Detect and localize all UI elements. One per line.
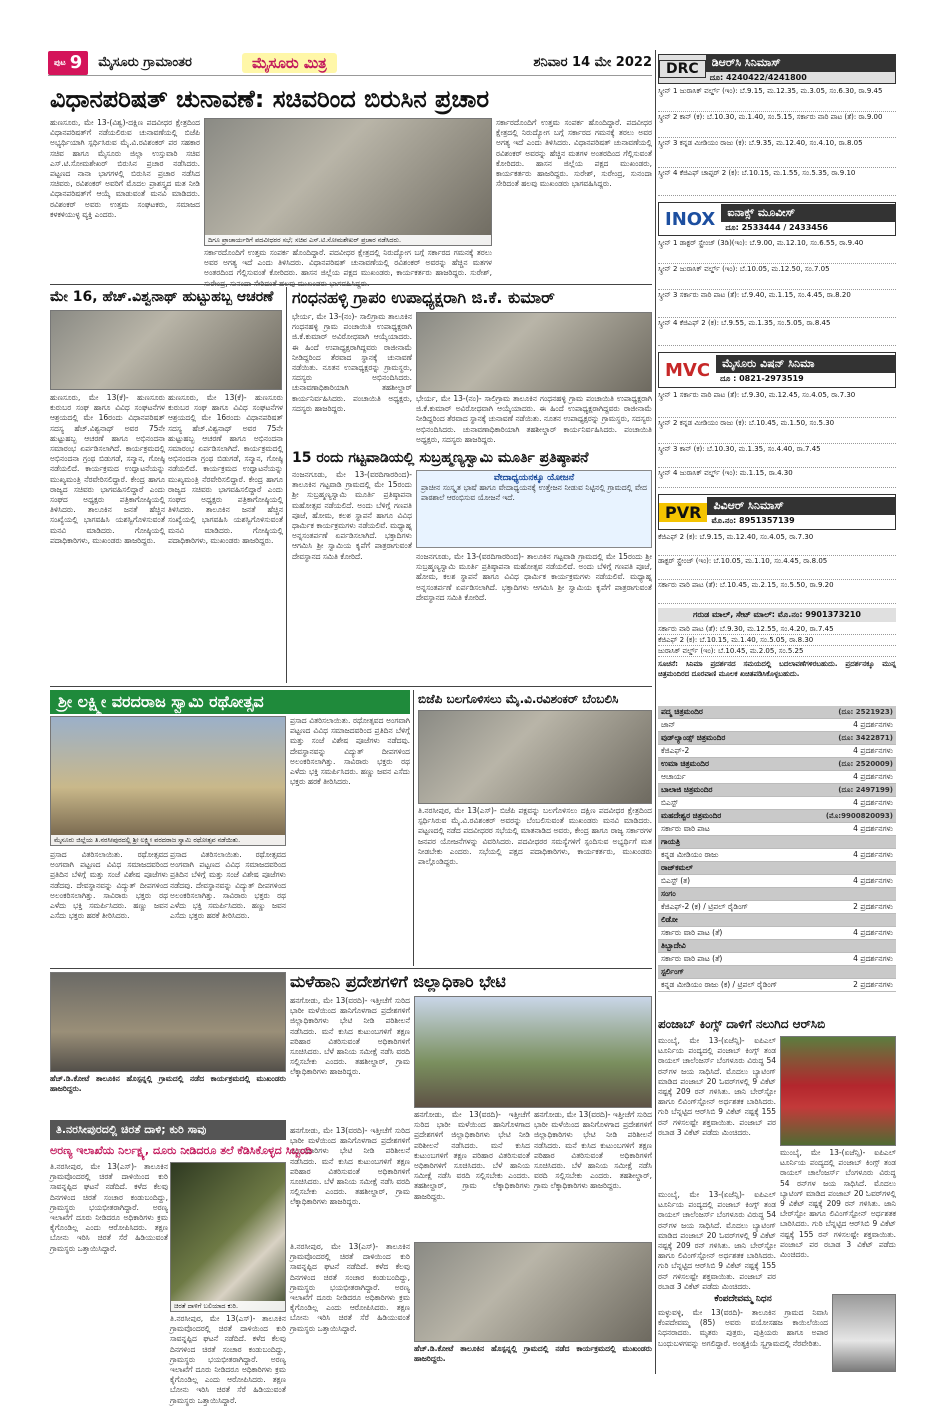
hall-name: ರಾಜ್‌ಕಮಲ್ [661, 863, 693, 872]
hall-movie-row [658, 797, 896, 810]
page-header [48, 50, 652, 76]
punjab-body-col3: ಮುಂಬೈ, ಮೇ 13-(ಏಜೆನ್ಸಿ)- ಐಪಿಎಲ್ ಟೂರ್ನಿಯ ಪಂದ್ಯದಲ್ಲಿ ಪಂಜಾಬ್ ಕಿಂಗ್ಸ್ ತಂಡ ರಾಯಲ್ ಚಾಲೆಂಜರ್ಸ್ ಬೆಂಗಳೂರು ವಿರುದ್ಧ 54 ರನ್‌ಗಳ ಜಯ ಸಾಧಿಸಿದೆ. ಮೊದಲು ಬ್ಯಾಟಿಂಗ್ ಮಾಡಿದ ಪಂಜಾಬ್ 20 ಓವರ್‌ಗಳಲ್ಲಿ 9 ವಿಕೆಟ್ ನಷ್ಟಕ್ಕೆ 209 ರನ್ ಗಳಿಸಿತು. ಜಾನಿ ಬೇರ್‌ಸ್ಟೋ ಹಾಗೂ ಲಿವಿಂಗ್‌ಸ್ಟೋನ್ ಅರ್ಧಶತಕ ಬಾರಿಸಿದರು. ಗುರಿ ಬೆನ್ನಟ್ಟಿದ ಆರ್‌ಸಿಬಿ 9 ವಿಕೆಟ್ ನಷ್ಟಕ್ಕೆ 155 ರನ್ ಗಳಿಸಲಷ್ಟೇ ಶಕ್ತವಾಯಿತು. ಪಂಜಾಬ್ ಪರ ರಬಾಡ 3 ವಿಕೆಟ್ ಪಡೆದು ಮಿಂಚಿದರು. [658, 1190, 776, 1291]
cheetah-headline: ತಿ.ನರಸೀಪುರದಲ್ಲಿ ಚಿರತೆ ದಾಳಿ; ಕುರಿ ಸಾವು [50, 1120, 286, 1140]
hall-name-row [658, 706, 896, 719]
showtime-row: ಸ್ಕ್ರೀನ್ 1 ಸರ್ಕಾರು ವಾರಿ ಪಾಟ (ತೆ): ಬೆ.9.30, ಮ.12.45, ಸಂ.4.05, ರಾ.7.30 [658, 390, 896, 418]
malehani-headline: ಮಳೆಹಾನಿ ಪ್ರದೇಶಗಳಿಗೆ ಜಿಲ್ಲಾಧಿಕಾರಿ ಭೇಟಿ [290, 972, 506, 991]
hall-name: ತಿಬ್ಬಾದೇವಿ [661, 941, 686, 950]
hall-movie: ಕನ್ನಡ ಮೀಡಿಯಂ ರಾಜು [661, 850, 719, 859]
hall-name: ಸಂಗಂ [661, 889, 676, 898]
main-story-photo [204, 118, 492, 246]
sheep-carcass-photo [170, 1162, 286, 1312]
hall-movie: ಸರ್ಕಾರು ವಾರಿ ಪಾಟ [661, 824, 710, 833]
hall-name-row [658, 966, 896, 979]
showtime-row: ಸ್ಕ್ರೀನ್ 1 ಜುರಾಸಿಕ್ ವರ್ಲ್ಡ್ (ಇಂ): ಬೆ.9.15, ಮ.12.35, ಮ.3.05, ಸಂ.6.30, ರಾ.9.45 [658, 86, 896, 112]
hall-phone: (ಮೊ:9900820093) [825, 812, 893, 820]
drc-cinema-header [658, 54, 896, 84]
masthead: ಮೈಸೂರು ಮಿತ್ರ [242, 53, 337, 73]
hall-phone: (ದೂ: 2497199) [838, 786, 893, 794]
mvc-phone: ದೂ : 0821-2973519 [720, 374, 804, 383]
hall-show-count: 4 ಪ್ರದರ್ಶನಗಳು [853, 928, 893, 937]
obituary-body: ಮಳ್ಳುವಳ್ಳಿ, ಮೇ 13(ವರದಿ)- ತಾಲೂಕಿನ ಗ್ರಾಮದ ನಿವಾಸಿ ಕೆಂಪದೇವಮ್ಮ (85) ಅವರು ವಯೋಸಹಜ ಕಾಯಿಲೆಯಿಂದ ನಿಧನರಾದರು. ಮೃತರು ಪುತ್ರರು, ಪುತ್ರಿಯರು ಹಾಗೂ ಅಪಾರ ಬಂಧುಬಳಗವನ್ನು ಅಗಲಿದ್ದಾರೆ. ಅಂತ್ಯಕ್ರಿಯೆ ಸ್ವಗ್ರಾಮದಲ್ಲಿ ನೆರವೇರಿತು. [658, 1308, 828, 1348]
subrahmanya-body-cont: ನಂಜನಗೂಡು, ಮೇ 13-(ವರದಿಗಾರರಿಂದ)- ತಾಲೂಕಿನ ಗಟ್ಟವಾಡಿ ಗ್ರಾಮದಲ್ಲಿ ಮೇ 15ರಂದು ಶ್ರೀ ಸುಬ್ರಹ್ಮಣ್ಯಸ್ವಾಮಿ ಮೂರ್ತಿ ಪ್ರತಿಷ್ಠಾಪನಾ ಮಹೋತ್ಸವ ನಡೆಯಲಿದೆ. ಅಂದು ಬೆಳಿಗ್ಗೆ ಗಣಪತಿ ಪೂಜೆ, ಹೋಮ, ಕಲಶ ಸ್ಥಾಪನೆ ಹಾಗೂ ವಿವಿಧ ಧಾರ್ಮಿಕ ಕಾರ್ಯಕ್ರಮಗಳು ನಡೆಯಲಿವೆ. ಮಧ್ಯಾಹ್ನ ಅನ್ನಸಂತರ್ಪಣೆ ಏರ್ಪಡಿಸಲಾಗಿದೆ. ಭಕ್ತಾದಿಗಳು ಆಗಮಿಸಿ ಶ್ರೀ ಸ್ವಾಮಿಯ ಕೃಪೆಗೆ ಪಾತ್ರರಾಗುವಂತೆ ದೇವಸ್ಥಾನದ ಸಮಿತಿ ಕೋರಿದೆ. [416, 552, 652, 602]
hall-movie: ಕೆಜಿಎಫ್-2 [661, 746, 690, 755]
hall-name-row [658, 862, 896, 875]
malehani-body-cont2: ಹನಗೋಡು, ಮೇ 13(ವರದಿ)- ಇತ್ತೀಚೆಗೆ ಸುರಿದ ಭಾರೀ ಮಳೆಯಿಂದ ಹಾನಿಗೊಳಗಾದ ಪ್ರದೇಶಗಳಿಗೆ ಜಿಲ್ಲಾಧಿಕಾರಿಗಳು ಭೇಟಿ ನೀಡಿ ಪರಿಶೀಲನೆ ನಡೆಸಿದರು. ಮನೆ ಕುಸಿದ ಕುಟುಂಬಗಳಿಗೆ ತಕ್ಷಣ ಪರಿಹಾರ ವಿತರಿಸುವಂತೆ ಅಧಿಕಾರಿಗಳಿಗೆ ಸೂಚಿಸಿದರು. ಬೆಳೆ ಹಾನಿಯ ಸಮೀಕ್ಷೆ ನಡೆಸಿ ವರದಿ ಸಲ್ಲಿಸಬೇಕು ಎಂದರು. ತಹಶೀಲ್ದಾರ್, ಗ್ರಾಮ ಲೆಕ್ಕಾಧಿಕಾರಿಗಳು ಹಾಜರಿದ್ದರು. [534, 1110, 652, 1191]
drc-showtimes [658, 86, 896, 198]
column-rule [286, 287, 287, 683]
showtime-row: ಸರ್ಕಾರು ವಾರಿ ಪಾಟ (ತೆ): ಬೆ.9.30, ಮ.12.55, ಸಂ.4.20, ರಾ.7.45 [658, 624, 896, 635]
cricket-team-photo [780, 1036, 896, 1146]
hall-movie-row [658, 927, 896, 940]
cheetah-body: ತಿ.ನರಸೀಪುರ, ಮೇ 13(ಎಸ್)- ತಾಲೂಕಿನ ಗ್ರಾಮವೊಂದರಲ್ಲಿ ಚಿರತೆ ದಾಳಿಯಿಂದ ಕುರಿ ಸಾವನ್ನಪ್ಪಿದ ಘಟನೆ ನಡೆದಿದೆ. ಕಳೆದ ಕೆಲವು ದಿನಗಳಿಂದ ಚಿರತೆ ಸಂಚಾರ ಕಂಡುಬಂದಿದ್ದು, ಗ್ರಾಮಸ್ಥರು ಭಯಭೀತರಾಗಿದ್ದಾರೆ. ಅರಣ್ಯ ಇಲಾಖೆಗೆ ದೂರು ನೀಡಿದರೂ ಅಧಿಕಾರಿಗಳು ಕ್ರಮ ಕೈಗೊಂಡಿಲ್ಲ ಎಂದು ಆರೋಪಿಸಿದರು. ತಕ್ಷಣ ಬೋನು ಇರಿಸಿ ಚಿರತೆ ಸೆರೆ ಹಿಡಿಯುವಂತೆ ಗ್ರಾಮಸ್ಥರು ಒತ್ತಾಯಿಸಿದ್ದಾರೆ. [50, 1162, 168, 1253]
drc-phone: ದೂ: 4240422/4241800 [709, 73, 807, 82]
cinema-halls-list [658, 706, 896, 1010]
cheetah-body-cont: ತಿ.ನರಸೀಪುರ, ಮೇ 13(ಎಸ್)- ತಾಲೂಕಿನ ಗ್ರಾಮವೊಂದರಲ್ಲಿ ಚಿರತೆ ದಾಳಿಯಿಂದ ಕುರಿ ಸಾವನ್ನಪ್ಪಿದ ಘಟನೆ ನಡೆದಿದೆ. ಕಳೆದ ಕೆಲವು ದಿನಗಳಿಂದ ಚಿರತೆ ಸಂಚಾರ ಕಂಡುಬಂದಿದ್ದು, ಗ್ರಾಮಸ್ಥರು ಭಯಭೀತರಾಗಿದ್ದಾರೆ. ಅರಣ್ಯ ಇಲಾಖೆಗೆ ದೂರು ನೀಡಿದರೂ ಅಧಿಕಾರಿಗಳು ಕ್ರಮ ಕೈಗೊಂಡಿಲ್ಲ ಎಂದು ಆರೋಪಿಸಿದರು. ತಕ್ಷಣ ಬೋನು ಇರಿಸಿ ಚಿರತೆ ಸೆರೆ ಹಿಡಿಯುವಂತೆ ಗ್ರಾಮಸ್ಥರು ಒತ್ತಾಯಿಸಿದ್ದಾರೆ. [170, 1314, 286, 1405]
hall-movie: ಬಿಎಸ್ಟ್ (ತ) [661, 876, 691, 885]
hall-show-count: 2 ಪ್ರದರ್ಶನಗಳು [853, 980, 893, 989]
right-column-rule [655, 50, 656, 1374]
cheetah-photo-caption: ಚಿರತೆ ದಾಳಿಗೆ ಬಲಿಯಾದ ಕುರಿ. [171, 1301, 285, 1311]
gandhanahalli-photo [416, 312, 652, 392]
showtime-row: ಜುರಾಸಿಕ್ ವರ್ಲ್ಡ್ (ಇಂ): ಬೆ.10.45, ಮ.2.05, ಸಂ.5.25 [658, 646, 896, 657]
hall-show-count: 4 ಪ್ರದರ್ಶನಗಳು [853, 798, 893, 807]
inox-logo: INOX [665, 208, 716, 230]
lakshmi-body-col2: ಪ್ರಸಾದ ವಿತರಿಸಲಾಯಿತು. ರಥೋತ್ಸವದ ಅಂಗವಾಗಿ ಪಟ್ಟಣದ ವಿವಿಧ ಸಮಾಜದವರಿಂದ ಪ್ರತಿದಿನ ಬೆಳಿಗ್ಗೆ ಮತ್ತು ಸಂಜೆ ವಿಶೇಷ ಪೂಜೆಗಳು ನಡೆದವು. ದೇವಸ್ಥಾನವನ್ನು ವಿದ್ಯುತ್ ದೀಪಗಳಿಂದ ಅಲಂಕರಿಸಲಾಗಿತ್ತು. ಸಾವಿರಾರು ಭಕ್ತರು ರಥ ಎಳೆದು ಭಕ್ತಿ ಸಮರ್ಪಿಸಿದರು. ಹಣ್ಣು ಜವನ ಎಸೆದು ಭಕ್ತರು ಹರಕೆ ತೀರಿಸಿದರು. [170, 850, 286, 921]
hall-name-row [658, 758, 896, 771]
obituary-headline: ಕೆಂಪದೇವಮ್ಮ ನಿಧನ [714, 1294, 772, 1304]
hall-show-count: 4 ಪ್ರದರ್ಶನಗಳು [853, 772, 893, 781]
mvc-title: ಮೈಸೂರು ವಿಷನ್ ಸಿನಿಮಾ [716, 355, 895, 373]
hall-movie-row [658, 875, 896, 888]
showtime-row: ಕೆಜಿಎಫ್ 2 (ಕ): ಬೆ.10.15, ಮ.1.40, ಸಂ.5.05, ರಾ.8.30 [658, 635, 896, 646]
hall-movie: ಕನ್ನಡ ಮೀಡಿಯಂ ರಾಜು (ಕ) / ಟ್ರಿಪಲ್ ರೈಡಿಂಗ್ [661, 980, 778, 989]
mvc-cinema-header [658, 352, 896, 388]
cinema-notice: ಸೂಚನೆ: ಸಿನಿಮಾ ಪ್ರದರ್ಶನದ ಸಮಯದಲ್ಲಿ ಬದಲಾವಣೆಗಳಿರಬಹುದು. ಪ್ರದರ್ಶನಕ್ಕೂ ಮುನ್ನ ಚಿತ್ರಮಂದಿರದ ದೂರವಾಣಿ ಮೂಲಕ ಖಚಿತಪಡಿಸಿಕೊಳ್ಳಬಹುದು. [658, 660, 896, 678]
lakshmi-body: ಪ್ರಸಾದ ವಿತರಿಸಲಾಯಿತು. ರಥೋತ್ಸವದ ಅಂಗವಾಗಿ ಪಟ್ಟಣದ ವಿವಿಧ ಸಮಾಜದವರಿಂದ ಪ್ರತಿದಿನ ಬೆಳಿಗ್ಗೆ ಮತ್ತು ಸಂಜೆ ವಿಶೇಷ ಪೂಜೆಗಳು ನಡೆದವು. ದೇವಸ್ಥಾನವನ್ನು ವಿದ್ಯುತ್ ದೀಪಗಳಿಂದ ಅಲಂಕರಿಸಲಾಗಿತ್ತು. ಸಾವಿರಾರು ಭಕ್ತರು ರಥ ಎಳೆದು ಭಕ್ತಿ ಸಮರ್ಪಿಸಿದರು. ಹಣ್ಣು ಜವನ ಎಸೆದು ಭಕ್ತರು ಹರಕೆ ತೀರಿಸಿದರು. [290, 716, 410, 787]
hall-movie-row [658, 979, 896, 992]
malehani-group-photo [50, 972, 286, 1072]
main-photo-caption: ದಿಗೂ ಪ್ರಾಚಾರ್ಯರಿಗೆ ಪದವೀಧರರ ಸಭೆ; ಸಚಿವ ಎಸ್.ಟಿ.ಸೋಮಶೇಖರ್ ಪ್ರಚಾರ ನಡೆಸಿದರು. [205, 235, 491, 245]
lakshmi-headline: ಶ್ರೀ ಲಕ್ಷ್ಮೀ ವರದರಾಜ ಸ್ವಾಮಿ ರಥೋತ್ಸವ [50, 690, 410, 714]
inox-title: ಐನಾಕ್ಸ್ ಮೂವೀಸ್ [721, 204, 895, 222]
showtime-row: ಸ್ಕ್ರೀನ್ 4 ಜುರಾಸಿಕ್ ವರ್ಲ್ಡ್ (ಇಂ): ಮ.1.15, ರಾ.4.30 [658, 468, 896, 488]
column-rule [413, 690, 414, 966]
showtime-row: ಸ್ಕ್ರೀನ್ 4 ಕೆಜಿಎಫ್ 2 (ಕ): ಬೆ.9.55, ಮ.1.35, ಸಂ.5.05, ರಾ.8.45 [658, 318, 896, 346]
bjp-photo [418, 710, 652, 804]
showtime-row: ಸ್ಕ್ರೀನ್ 4 ಕೆಜಿಎಫ್ ಚಾಪ್ಟರ್ 2 (ಕ): ಬೆ.10.15, ಮ.1.55, ಸಂ.5.35, ರಾ.9.10 [658, 168, 896, 196]
showtime-row: ಸ್ಕ್ರೀನ್ 2 ಕಾನ್ (ಕ): ಬೆ.10.30, ಮ.1.40, ಸಂ.5.15, ಸರ್ಕಾರು ವಾರಿ ಪಾಟ (ತೆ): ರಾ.9.00 [658, 112, 896, 138]
vishwanath-body-col2: ಹುಣಸೂರು, ಮೇ 13(ಕೆ)- ಹುಣಸೂರು ಕುರುಬರ ಸಂಘ ಹಾಗೂ ವಿವಿಧ ಸಂಘಟನೆಗಳ ಆಶ್ರಯದಲ್ಲಿ ಮೇ 16ರಂದು ವಿಧಾನಪರಿಷತ್ ಸದಸ್ಯ ಹೆಚ್.ವಿಶ್ವನಾಥ್ ಅವರ 75ನೇ ಹುಟ್ಟುಹಬ್ಬ ಆಚರಣೆ ಹಾಗೂ ಅಭಿನಂದನಾ ಸಮಾರಂಭ ಏರ್ಪಡಿಸಲಾಗಿದೆ. ಕಾರ್ಯಕ್ರಮದಲ್ಲಿ ಅಭಿನಂದನಾ ಗ್ರಂಥ ಬಿಡುಗಡೆ, ಸನ್ಮಾನ, ಗೋಷ್ಠಿ ನಡೆಯಲಿದೆ. ಕಾರ್ಯಕ್ರಮದ ಉದ್ಘಾಟನೆಯನ್ನು ಮುಖ್ಯಮಂತ್ರಿ ನೆರವೇರಿಸಲಿದ್ದಾರೆ. ಕೇಂದ್ರ ಹಾಗೂ ರಾಜ್ಯದ ಸಚಿವರು ಭಾಗವಹಿಸಲಿದ್ದಾರೆ ಎಂದು ಸಂಘದ ಅಧ್ಯಕ್ಷರು ಪತ್ರಿಕಾಗೋಷ್ಠಿಯಲ್ಲಿ ತಿಳಿಸಿದರು. ತಾಲೂಕಿನ ಜನತೆ ಹೆಚ್ಚಿನ ಸಂಖ್ಯೆಯಲ್ಲಿ ಭಾಗವಹಿಸಿ ಯಶಸ್ವಿಗೊಳಿಸುವಂತೆ ಮನವಿ ಮಾಡಿದರು. ಗೋಷ್ಠಿಯಲ್ಲಿ ಪದಾಧಿಕಾರಿಗಳು, ಮುಖಂಡರು ಹಾಜರಿದ್ದರು. [168, 393, 283, 545]
main-headline: ವಿಧಾನಪರಿಷತ್ ಚುನಾವಣೆ: ಸಚಿವರಿಂದ ಬಿರುಸಿನ ಪ್ರಚಾರ [50, 85, 490, 113]
hall-movie-row [658, 953, 896, 966]
divider [50, 968, 652, 969]
hall-name-row [658, 732, 896, 745]
hall-name-row [658, 784, 896, 797]
hall-name: ಪದ್ಮ ಚಿತ್ರಮಂದಿರ [661, 707, 703, 716]
cheetah-body-col3: ತಿ.ನರಸೀಪುರ, ಮೇ 13(ಎಸ್)- ತಾಲೂಕಿನ ಗ್ರಾಮವೊಂದರಲ್ಲಿ ಚಿರತೆ ದಾಳಿಯಿಂದ ಕುರಿ ಸಾವನ್ನಪ್ಪಿದ ಘಟನೆ ನಡೆದಿದೆ. ಕಳೆದ ಕೆಲವು ದಿನಗಳಿಂದ ಚಿರತೆ ಸಂಚಾರ ಕಂಡುಬಂದಿದ್ದು, ಗ್ರಾಮಸ್ಥರು ಭಯಭೀತರಾಗಿದ್ದಾರೆ. ಅರಣ್ಯ ಇಲಾಖೆಗೆ ದೂರು ನೀಡಿದರೂ ಅಧಿಕಾರಿಗಳು ಕ್ರಮ ಕೈಗೊಂಡಿಲ್ಲ ಎಂದು ಆರೋಪಿಸಿದರು. ತಕ್ಷಣ ಬೋನು ಇರಿಸಿ ಚಿರತೆ ಸೆರೆ ಹಿಡಿಯುವಂತೆ ಗ್ರಾಮಸ್ಥರು ಒತ್ತಾಯಿಸಿದ್ದಾರೆ. [290, 1242, 410, 1333]
hall-name: ವುಡ್‌ಲ್ಯಾಂಡ್ಸ್ ಚಿತ್ರಮಂದಿರ [661, 733, 726, 742]
hall-name: ಮಹದೇಶ್ವರ ಚಿತ್ರಮಂದಿರ [661, 811, 722, 820]
drc-title: ಡಿಆರ್‌ಸಿ ಸಿನಿಮಾಸ್ [706, 54, 895, 72]
hall-phone: (ದೂ: 3422871) [838, 734, 893, 742]
issue-date: ಶನಿವಾರ 14 ಮೇ 2022 [533, 55, 652, 70]
hall-movie-row [658, 719, 896, 732]
bjp-body: ತಿ.ನರಸೀಪುರ, ಮೇ 13(ಎಸ್)- ಬಿಜೆಪಿ ಪಕ್ಷವನ್ನು ಬಲಗೊಳಿಸಲು ದಕ್ಷಿಣ ಪದವೀಧರ ಕ್ಷೇತ್ರದಿಂದ ಸ್ಪರ್ಧಿಸಿರುವ ಮೈ.ವಿ.ರವಿಶಂಕರ್ ಅವರನ್ನು ಬೆಂಬಲಿಸುವಂತೆ ಮುಖಂಡರು ಮನವಿ ಮಾಡಿದರು. ಪಟ್ಟಣದಲ್ಲಿ ನಡೆದ ಪದವೀಧರರ ಸಭೆಯಲ್ಲಿ ಮಾತನಾಡಿದ ಅವರು, ಕೇಂದ್ರ ಹಾಗೂ ರಾಜ್ಯ ಸರ್ಕಾರಗಳ ಜನಪರ ಯೋಜನೆಗಳನ್ನು ವಿವರಿಸಿದರು. ಪದವೀಧರರ ಸಮಸ್ಯೆಗಳಿಗೆ ಸ್ಪಂದಿಸುವ ಅಭ್ಯರ್ಥಿಗೆ ಮತ ನೀಡಬೇಕು ಎಂದರು. ಸಭೆಯಲ್ಲಿ ಪಕ್ಷದ ಪದಾಧಿಕಾರಿಗಳು, ಕಾರ್ಯಕರ್ತರು, ಮುಖಂಡರು ಪಾಲ್ಗೊಂಡಿದ್ದರು. [418, 806, 652, 867]
subrahmanya-body: ನಂಜನಗೂಡು, ಮೇ 13-(ವರದಿಗಾರರಿಂದ)- ತಾಲೂಕಿನ ಗಟ್ಟವಾಡಿ ಗ್ರಾಮದಲ್ಲಿ ಮೇ 15ರಂದು ಶ್ರೀ ಸುಬ್ರಹ್ಮಣ್ಯಸ್ವಾಮಿ ಮೂರ್ತಿ ಪ್ರತಿಷ್ಠಾಪನಾ ಮಹೋತ್ಸವ ನಡೆಯಲಿದೆ. ಅಂದು ಬೆಳಿಗ್ಗೆ ಗಣಪತಿ ಪೂಜೆ, ಹೋಮ, ಕಲಶ ಸ್ಥಾಪನೆ ಹಾಗೂ ವಿವಿಧ ಧಾರ್ಮಿಕ ಕಾರ್ಯಕ್ರಮಗಳು ನಡೆಯಲಿವೆ. ಮಧ್ಯಾಹ್ನ ಅನ್ನಸಂತರ್ಪಣೆ ಏರ್ಪಡಿಸಲಾಗಿದೆ. ಭಕ್ತಾದಿಗಳು ಆಗಮಿಸಿ ಶ್ರೀ ಸ್ವಾಮಿಯ ಕೃಪೆಗೆ ಪಾತ್ರರಾಗುವಂತೆ ದೇವಸ್ಥಾನದ ಸಮಿತಿ ಕೋರಿದೆ. [292, 470, 412, 561]
vishwanath-photo [50, 310, 282, 390]
hall-movie: ಸರ್ಕಾರು ವಾರಿ ಪಾಟ (ತೆ) [661, 954, 723, 963]
malehani-body-col2: ಹನಗೋಡು, ಮೇ 13(ವರದಿ)- ಇತ್ತೀಚೆಗೆ ಸುರಿದ ಭಾರೀ ಮಳೆಯಿಂದ ಹಾನಿಗೊಳಗಾದ ಪ್ರದೇಶಗಳಿಗೆ ಜಿಲ್ಲಾಧಿಕಾರಿಗಳು ಭೇಟಿ ನೀಡಿ ಪರಿಶೀಲನೆ ನಡೆಸಿದರು. ಮನೆ ಕುಸಿದ ಕುಟುಂಬಗಳಿಗೆ ತಕ್ಷಣ ಪರಿಹಾರ ವಿತರಿಸುವಂತೆ ಅಧಿಕಾರಿಗಳಿಗೆ ಸೂಚಿಸಿದರು. ಬೆಳೆ ಹಾನಿಯ ಸಮೀಕ್ಷೆ ನಡೆಸಿ ವರದಿ ಸಲ್ಲಿಸಬೇಕು ಎಂದರು. ತಹಶೀಲ್ದಾರ್, ಗ್ರಾಮ ಲೆಕ್ಕಾಧಿಕಾರಿಗಳು ಹಾಜರಿದ್ದರು. [290, 1126, 410, 1207]
hall-show-count: 4 ಪ್ರದರ್ಶನಗಳು [853, 824, 893, 833]
hall-show-count: 4 ಪ್ರದರ್ಶನಗಳು [853, 954, 893, 963]
hall-show-count: 2 ಪ್ರದರ್ಶನಗಳು [853, 902, 893, 911]
showtime-row: ಸ್ಕ್ರೀನ್ 1 ಡಾಕ್ಟರ್ ಸ್ಟ್ರೇಂಜ್ (3ಡಿ)(ಇಂ): ಬೆ.9.00, ಮ.12.10, ಸಂ.6.55, ರಾ.9.40 [658, 238, 896, 264]
inox-showtimes [658, 238, 896, 348]
pvr-showtimes [658, 532, 896, 606]
hall-name: ಸ್ಟರ್ಲಿಂಗ್ [661, 967, 684, 976]
hall-name: ಉಮಾ ಚಿತ್ರಮಂದಿರ [661, 759, 709, 768]
hall-movie: ಬಿಎಸ್ಟ್ [661, 798, 678, 807]
lakshmi-photo-caption: ಮೈಸೂರು ಜಿಲ್ಲೆಯ ತಿ.ನರಸೀಪುರದಲ್ಲಿ ಶ್ರೀ ಲಕ್ಷ್ಮೀ ವರದರಾಜ ಸ್ವಾಮಿ ರಥೋತ್ಸವ ನಡೆಯಿತು. [51, 835, 285, 845]
cheetah-subhead: ಅರಣ್ಯ ಇಲಾಖೆಯ ನಿರ್ಲಕ್ಷ್ಯ, ದೂರು ನೀಡಿದರೂ ತಲೆ ಕೆಡಿಸಿಕೊಳ್ಳದ ಸಿಬ್ಬಂದಿ [50, 1144, 313, 1157]
page-number: 9 [69, 52, 83, 73]
inox-phone: ದೂ: 2533444 / 2433456 [725, 223, 828, 232]
hall-name-row [658, 836, 896, 849]
divider [50, 284, 652, 285]
malehani-body: ಹನಗೋಡು, ಮೇ 13(ವರದಿ)- ಇತ್ತೀಚೆಗೆ ಸುರಿದ ಭಾರೀ ಮಳೆಯಿಂದ ಹಾನಿಗೊಳಗಾದ ಪ್ರದೇಶಗಳಿಗೆ ಜಿಲ್ಲಾಧಿಕಾರಿಗಳು ಭೇಟಿ ನೀಡಿ ಪರಿಶೀಲನೆ ನಡೆಸಿದರು. ಮನೆ ಕುಸಿದ ಕುಟುಂಬಗಳಿಗೆ ತಕ್ಷಣ ಪರಿಹಾರ ವಿತರಿಸುವಂತೆ ಅಧಿಕಾರಿಗಳಿಗೆ ಸೂಚಿಸಿದರು. ಬೆಳೆ ಹಾನಿಯ ಸಮೀಕ್ಷೆ ನಡೆಸಿ ವರದಿ ಸಲ್ಲಿಸಬೇಕು ಎಂದರು. ತಹಶೀಲ್ದಾರ್, ಗ್ರಾಮ ಲೆಕ್ಕಾಧಿಕಾರಿಗಳು ಹಾಜರಿದ್ದರು. [290, 996, 410, 1077]
showtime-row: ಸ್ಕ್ರೀನ್ 3 ಕನ್ನಡ ಮೀಡಿಯಂ ರಾಜು (ಕ): ಬೆ.9.35, ಮ.12.40, ಸಂ.4.10, ರಾ.8.05 [658, 138, 896, 168]
hall-name: ಗಾಯತ್ರಿ [661, 837, 681, 846]
pvr-title: ಪಿವಿಆರ್ ಸಿನಿಮಾಸ್ [707, 497, 895, 515]
pvr-cinema-header [658, 494, 896, 530]
hall-show-count: 4 ಪ್ರದರ್ಶನಗಳು [853, 850, 893, 859]
showtime-row: ಡಾಕ್ಟರ್ ಸ್ಟ್ರೇಂಜ್ (ಇಂ): ಬೆ.10.05, ಮ.1.10, ಸಂ.4.45, ರಾ.8.05 [658, 556, 896, 580]
mvc-logo: MVC [665, 359, 711, 381]
mvc-showtimes [658, 390, 896, 490]
hall-name-row [658, 940, 896, 953]
hall-movie-row [658, 823, 896, 836]
hall-movie-row [658, 745, 896, 758]
gandhanahalli-body: ಭೇರ್ಯ, ಮೇ 13-(ನಂ)- ಸಾಲಿಗ್ರಾಮ ತಾಲೂಕಿನ ಗಂಧನಹಳ್ಳಿ ಗ್ರಾಮ ಪಂಚಾಯಿತಿ ಉಪಾಧ್ಯಕ್ಷರಾಗಿ ಜಿ.ಕೆ.ಕುಮಾರ್ ಅವಿರೋಧವಾಗಿ ಆಯ್ಕೆಯಾದರು. ಈ ಹಿಂದೆ ಉಪಾಧ್ಯಕ್ಷರಾಗಿದ್ದವರು ರಾಜೀನಾಮೆ ನೀಡಿದ್ದರಿಂದ ತೆರವಾದ ಸ್ಥಾನಕ್ಕೆ ಚುನಾವಣೆ ನಡೆಯಿತು. ನೂತನ ಉಪಾಧ್ಯಕ್ಷರನ್ನು ಗ್ರಾಮಸ್ಥರು, ಸದಸ್ಯರು ಅಭಿನಂದಿಸಿದರು. ಚುನಾವಣಾಧಿಕಾರಿಯಾಗಿ ತಹಶೀಲ್ದಾರ್ ಕಾರ್ಯನಿರ್ವಹಿಸಿದರು. ಪಂಚಾಯಿತಿ ಅಧ್ಯಕ್ಷರು, ಸದಸ್ಯರು ಹಾಜರಿದ್ದರು. [292, 312, 412, 413]
hall-movie: ಜಾನ್ [661, 720, 676, 729]
hdkote-event-photo [414, 1242, 652, 1342]
lakshmi-chariot-photo [50, 716, 286, 846]
vedic-box-title: ವೇದಾಧ್ಯಯನಕ್ಕೂ ಯೋಜನೆ [493, 473, 575, 483]
hall-phone: (ದೂ: 2520009) [838, 760, 893, 768]
vedic-info-box [416, 470, 652, 548]
main-story-body-right: ಸರ್ಕಾರದೊಂದಿಗೆ ಉತ್ತಮ ಸಂಪರ್ಕ ಹೊಂದಿದ್ದಾರೆ. ಪದವೀಧರ ಕ್ಷೇತ್ರದಲ್ಲಿ ನಿರುದ್ಯೋಗ ಬಗ್ಗೆ ಸರ್ಕಾರದ ಗಮನಕ್ಕೆ ತರಲು ಅವರ ಅಗತ್ಯ ಇದೆ ಎಂದು ತಿಳಿಸಿದರು. ವಿಧಾನಪರಿಷತ್ ಚುನಾವಣೆಯಲ್ಲಿ ರವಿಶಂಕರ್ ಅವರನ್ನು ಹೆಚ್ಚಿನ ಮತಗಳ ಅಂತರದಿಂದ ಗೆಲ್ಲಿಸುವಂತೆ ಕೋರಿದರು. ಹಾಸನ ಜಿಲ್ಲೆಯ ಪಕ್ಷದ ಮುಖಂಡರು, ಕಾರ್ಯಕರ್ತರು ಹಾಜರಿದ್ದರು. ಸುರೇಶ್, ಸುರೇಂದ್ರ, ಸುನಂದಾ ಸೇರಿದಂತೆ ಹಲವು ಮುಖಂಡರು ಭಾಗವಹಿಸಿದ್ದರು. [496, 118, 652, 189]
divider [50, 686, 652, 687]
hall-show-count: 4 ಪ್ರದರ್ಶನಗಳು [853, 720, 893, 729]
showtime-row: ಸ್ಕ್ರೀನ್ 2 ಜುರಾಸಿಕ್ ವರ್ಲ್ಡ್ (ಇಂ): ಬೆ.10.05, ಮ.12.50, ಸಂ.7.05 [658, 264, 896, 290]
gandhanahalli-body-cont: ಭೇರ್ಯ, ಮೇ 13-(ನಂ)- ಸಾಲಿಗ್ರಾಮ ತಾಲೂಕಿನ ಗಂಧನಹಳ್ಳಿ ಗ್ರಾಮ ಪಂಚಾಯಿತಿ ಉಪಾಧ್ಯಕ್ಷರಾಗಿ ಜಿ.ಕೆ.ಕುಮಾರ್ ಅವಿರೋಧವಾಗಿ ಆಯ್ಕೆಯಾದರು. ಈ ಹಿಂದೆ ಉಪಾಧ್ಯಕ್ಷರಾಗಿದ್ದವರು ರಾಜೀನಾಮೆ ನೀಡಿದ್ದರಿಂದ ತೆರವಾದ ಸ್ಥಾನಕ್ಕೆ ಚುನಾವಣೆ ನಡೆಯಿತು. ನೂತನ ಉಪಾಧ್ಯಕ್ಷರನ್ನು ಗ್ರಾಮಸ್ಥರು, ಸದಸ್ಯರು ಅಭಿನಂದಿಸಿದರು. ಚುನಾವಣಾಧಿಕಾರಿಯಾಗಿ ತಹಶೀಲ್ದಾರ್ ಕಾರ್ಯನಿರ್ವಹಿಸಿದರು. ಪಂಚಾಯಿತಿ ಅಧ್ಯಕ್ಷರು, ಸದಸ್ಯರು ಹಾಜರಿದ್ದರು. [416, 394, 652, 444]
hall-name-row [658, 888, 896, 901]
section-name: ಮೈಸೂರು ಗ್ರಾಮಾಂತರ [98, 55, 192, 70]
vishwanath-headline: ಮೇ 16, ಹೆಚ್.ವಿಶ್ವನಾಥ್ ಹುಟ್ಟುಹಬ್ಬ ಆಚರಣೆ [50, 289, 274, 305]
main-story-body: ಹುಣಸೂರು, ಮೇ 13-(ವಿಶ್ವ)-ದಕ್ಷಿಣ ಪದವೀಧರ ಕ್ಷೇತ್ರದಿಂದ ವಿಧಾನಪರಿಷತ್‌ಗೆ ನಡೆಯಲಿರುವ ಚುನಾವಣೆಯಲ್ಲಿ ಬಿಜೆಪಿ ಅಭ್ಯರ್ಥಿಯಾಗಿ ಸ್ಪರ್ಧಿಸಿರುವ ಮೈ.ವಿ.ರವಿಶಂಕರ್ ಪರ ಸಹಕಾರ ಸಚಿವ ಹಾಗೂ ಮೈಸೂರು ಜಿಲ್ಲಾ ಉಸ್ತುವಾರಿ ಸಚಿವ ಎಸ್.ಟಿ.ಸೋಮಶೇಖರ್ ಬಿರುಸಿನ ಪ್ರಚಾರ ನಡೆಸಿದರು. ಪಟ್ಟಣದ ನಾನಾ ಭಾಗಗಳಲ್ಲಿ ಬಿರುಸಿನ ಪ್ರಚಾರ ನಡೆಸಿದ ಸಚಿವರು, ರವಿಶಂಕರ್ ಅವರಿಗೆ ಮೊದಲ ಪ್ರಾಶಸ್ತ್ಯದ ಮತ ನೀಡಿ ವಿಧಾನಪರಿಷತ್‌ಗೆ ಆಯ್ಕೆ ಮಾಡುವಂತೆ ಮನವಿ ಮಾಡಿದರು. ರವಿಶಂಕರ್ ಅವರು ಉತ್ತಮ ಸಂಘಟಕರು, ಸಮಾಜದ ಕಳಕಳಿಯುಳ್ಳ ವ್ಯಕ್ತಿ ಎಂದರು. [50, 118, 200, 219]
hall-name: ಬಾಲಾಜಿ ಚಿತ್ರಮಂದಿರ [661, 785, 713, 794]
hall-name: ಲಿಡೋ [661, 915, 678, 924]
vedic-box-body: ಪ್ರಾಚೀನ ಸಂಸ್ಕೃತ ಭಾಷೆ ಹಾಗೂ ವೇದಾಧ್ಯಯನಕ್ಕೆ ಉತ್ತೇಜನ ನೀಡುವ ನಿಟ್ಟಿನಲ್ಲಿ ಗ್ರಾಮದಲ್ಲಿ ವೇದ ಪಾಠಶಾಲೆ ಆರಂಭಿಸುವ ಯೋಜನೆ ಇದೆ. [421, 483, 647, 503]
hall-show-count: 4 ಪ್ರದರ್ಶನಗಳು [853, 746, 893, 755]
hall-phone: (ದೂ: 2521923) [838, 708, 893, 716]
hall-name-row [658, 810, 896, 823]
showtime-row: ಸ್ಕ್ರೀನ್ 2 ಕನ್ನಡ ಮೀಡಿಯಂ ರಾಜು (ಕ): ಬೆ.10.45, ಮ.1.50, ಸಂ.5.30 [658, 418, 896, 444]
lakshmi-body-col1: ಪ್ರಸಾದ ವಿತರಿಸಲಾಯಿತು. ರಥೋತ್ಸವದ ಅಂಗವಾಗಿ ಪಟ್ಟಣದ ವಿವಿಧ ಸಮಾಜದವರಿಂದ ಪ್ರತಿದಿನ ಬೆಳಿಗ್ಗೆ ಮತ್ತು ಸಂಜೆ ವಿಶೇಷ ಪೂಜೆಗಳು ನಡೆದವು. ದೇವಸ್ಥಾನವನ್ನು ವಿದ್ಯುತ್ ದೀಪಗಳಿಂದ ಅಲಂಕರಿಸಲಾಗಿತ್ತು. ಸಾವಿರಾರು ಭಕ್ತರು ರಥ ಎಳೆದು ಭಕ್ತಿ ಸಮರ್ಪಿಸಿದರು. ಹಣ್ಣು ಜವನ ಎಸೆದು ಭಕ್ತರು ಹರಕೆ ತೀರಿಸಿದರು. [50, 850, 168, 921]
gandhanahalli-headline: ಗಂಧನಹಳ್ಳಿ ಗ್ರಾಪಂ ಉಪಾಧ್ಯಕ್ಷರಾಗಿ ಜಿ.ಕೆ. ಕುಮಾರ್ [292, 288, 555, 307]
hdkote-photo-caption: ಹೆಚ್.ಡಿ.ಕೋಟೆ ತಾಲೂಕಿನ ಹೊಸ್ಪನ್ನಲ್ಲಿ ಗ್ರಾಮದಲ್ಲಿ ನಡೆದ ಕಾರ್ಯಕ್ರಮದಲ್ಲಿ ಮುಖಂಡರು ಹಾಜರಿದ್ದರು. [414, 1344, 652, 1364]
bjp-headline: ಬಿಜೆಪಿ ಬಲಗೊಳಿಸಲು ಮೈ.ವಿ.ರವಿಶಂಕರ್ ಬೆಂಬಲಿಸಿ [418, 692, 619, 706]
inox-cinema-header [658, 202, 896, 236]
punjab-body-cont: ಮುಂಬೈ, ಮೇ 13-(ಏಜೆನ್ಸಿ)- ಐಪಿಎಲ್ ಟೂರ್ನಿಯ ಪಂದ್ಯದಲ್ಲಿ ಪಂಜಾಬ್ ಕಿಂಗ್ಸ್ ತಂಡ ರಾಯಲ್ ಚಾಲೆಂಜರ್ಸ್ ಬೆಂಗಳೂರು ವಿರುದ್ಧ 54 ರನ್‌ಗಳ ಜಯ ಸಾಧಿಸಿದೆ. ಮೊದಲು ಬ್ಯಾಟಿಂಗ್ ಮಾಡಿದ ಪಂಜಾಬ್ 20 ಓವರ್‌ಗಳಲ್ಲಿ 9 ವಿಕೆಟ್ ನಷ್ಟಕ್ಕೆ 209 ರನ್ ಗಳಿಸಿತು. ಜಾನಿ ಬೇರ್‌ಸ್ಟೋ ಹಾಗೂ ಲಿವಿಂಗ್‌ಸ್ಟೋನ್ ಅರ್ಧಶತಕ ಬಾರಿಸಿದರು. ಗುರಿ ಬೆನ್ನಟ್ಟಿದ ಆರ್‌ಸಿಬಿ 9 ವಿಕೆಟ್ ನಷ್ಟಕ್ಕೆ 155 ರನ್ ಗಳಿಸಲಷ್ಟೇ ಶಕ್ತವಾಯಿತು. ಪಂಜಾಬ್ ಪರ ರಬಾಡ 3 ವಿಕೆಟ್ ಪಡೆದು ಮಿಂಚಿದರು. [780, 1148, 896, 1260]
subrahmanya-headline: 15 ರಂದು ಗಟ್ಟವಾಡಿಯಲ್ಲಿ ಸುಬ್ರಹ್ಮಣ್ಯಸ್ವಾಮಿ ಮೂರ್ತಿ ಪ್ರತಿಷ್ಠಾಪನೆ [292, 450, 589, 466]
showtime-row: ಸ್ಕ್ರೀನ್ 3 ಸರ್ಕಾರು ವಾರಿ ಪಾಟ (ತೆ): ಬೆ.9.40, ಮ.1.15, ಸಂ.4.45, ರಾ.8.20 [658, 290, 896, 318]
hall-movie-row [658, 901, 896, 914]
showtime-row: ಸ್ಕ್ರೀನ್ 3 ಕಾನ್ (ಕ): ಬೆ.10.30, ಮ.1.35, ಸಂ.4.40, ರಾ.7.45 [658, 444, 896, 468]
malehani-photo-caption: ಹೆಚ್.ಡಿ.ಕೋಟೆ ತಾಲೂಕಿನ ಹೊಸ್ಪನ್ನಲ್ಲಿ ಗ್ರಾಮದಲ್ಲಿ ನಡೆದ ಕಾರ್ಯಕ್ರಮದಲ್ಲಿ ಮುಖಂಡರು ಹಾಜರಿದ್ದರು. [50, 1074, 286, 1094]
drc-logo: DRC [659, 60, 706, 78]
malehani-body-cont1: ಹನಗೋಡು, ಮೇ 13(ವರದಿ)- ಇತ್ತೀಚೆಗೆ ಸುರಿದ ಭಾರೀ ಮಳೆಯಿಂದ ಹಾನಿಗೊಳಗಾದ ಪ್ರದೇಶಗಳಿಗೆ ಜಿಲ್ಲಾಧಿಕಾರಿಗಳು ಭೇಟಿ ನೀಡಿ ಪರಿಶೀಲನೆ ನಡೆಸಿದರು. ಮನೆ ಕುಸಿದ ಕುಟುಂಬಗಳಿಗೆ ತಕ್ಷಣ ಪರಿಹಾರ ವಿತರಿಸುವಂತೆ ಅಧಿಕಾರಿಗಳಿಗೆ ಸೂಚಿಸಿದರು. ಬೆಳೆ ಹಾನಿಯ ಸಮೀಕ್ಷೆ ನಡೆಸಿ ವರದಿ ಸಲ್ಲಿಸಬೇಕು ಎಂದರು. ತಹಶೀಲ್ದಾರ್, ಗ್ರಾಮ ಲೆಕ್ಕಾಧಿಕಾರಿಗಳು ಹಾಜರಿದ್ದರು. [414, 1110, 530, 1201]
showtime-row: ಕೆಜಿಎಫ್ 2 (ಕ): ಬೆ.9.15, ಮ.12.40, ಸಂ.4.05, ರಾ.7.30 [658, 532, 896, 556]
malehani-site-photo [414, 996, 652, 1108]
page-number-badge [48, 51, 88, 75]
punjab-headline: ಪಂಜಾಬ್ ಕಿಂಗ್ಸ್ ದಾಳಿಗೆ ನಲುಗಿದ ಆರ್‌ಸಿಬಿ [658, 1017, 826, 1031]
pvr-logo: PVR [659, 503, 707, 522]
hall-movie: ಕೆಜಿಎಫ್-2 (ಕ) / ಟ್ರಿಪಲ್ ರೈಡಿಂಗ್ [661, 902, 748, 911]
hall-show-count: 4 ಪ್ರದರ್ಶನಗಳು [853, 876, 893, 885]
hall-movie-row [658, 771, 896, 784]
page-label: ಪುಟ [54, 57, 66, 67]
hall-movie: ಆಚಾರ್ಯ [661, 772, 686, 781]
pvr-mall-showtimes [658, 624, 896, 658]
pvr-mall-header: ಗರುಡ ಮಾಲ್, ಸೇಟ್ ಮಾಲ್: ಮೊ.ನಂ: 9901373210 [658, 608, 896, 622]
main-story-body-cont: ಸರ್ಕಾರದೊಂದಿಗೆ ಉತ್ತಮ ಸಂಪರ್ಕ ಹೊಂದಿದ್ದಾರೆ. ಪದವೀಧರ ಕ್ಷೇತ್ರದಲ್ಲಿ ನಿರುದ್ಯೋಗ ಬಗ್ಗೆ ಸರ್ಕಾರದ ಗಮನಕ್ಕೆ ತರಲು ಅವರ ಅಗತ್ಯ ಇದೆ ಎಂದು ತಿಳಿಸಿದರು. ವಿಧಾನಪರಿಷತ್ ಚುನಾವಣೆಯಲ್ಲಿ ರವಿಶಂಕರ್ ಅವರನ್ನು ಹೆಚ್ಚಿನ ಮತಗಳ ಅಂತರದಿಂದ ಗೆಲ್ಲಿಸುವಂತೆ ಕೋರಿದರು. ಹಾಸನ ಜಿಲ್ಲೆಯ ಪಕ್ಷದ ಮುಖಂಡರು, ಕಾರ್ಯಕರ್ತರು ಹಾಜರಿದ್ದರು. ಸುರೇಶ್, [204, 248, 492, 278]
showtime-row: ಸರ್ಕಾರು ವಾರಿ ಪಾಟ (ತೆ): ಬೆ.10.45, ಮ.2.15, ಸಂ.5.50, ರಾ.9.20 [658, 580, 896, 604]
punjab-body: ಮುಂಬೈ, ಮೇ 13-(ಏಜೆನ್ಸಿ)- ಐಪಿಎಲ್ ಟೂರ್ನಿಯ ಪಂದ್ಯದಲ್ಲಿ ಪಂಜಾಬ್ ಕಿಂಗ್ಸ್ ತಂಡ ರಾಯಲ್ ಚಾಲೆಂಜರ್ಸ್ ಬೆಂಗಳೂರು ವಿರುದ್ಧ 54 ರನ್‌ಗಳ ಜಯ ಸಾಧಿಸಿದೆ. ಮೊದಲು ಬ್ಯಾಟಿಂಗ್ ಮಾಡಿದ ಪಂಜಾಬ್ 20 ಓವರ್‌ಗಳಲ್ಲಿ 9 ವಿಕೆಟ್ ನಷ್ಟಕ್ಕೆ 209 ರನ್ ಗಳಿಸಿತು. ಜಾನಿ ಬೇರ್‌ಸ್ಟೋ ಹಾಗೂ ಲಿವಿಂಗ್‌ಸ್ಟೋನ್ ಅರ್ಧಶತಕ ಬಾರಿಸಿದರು. ಗುರಿ ಬೆನ್ನಟ್ಟಿದ ಆರ್‌ಸಿಬಿ 9 ವಿಕೆಟ್ ನಷ್ಟಕ್ಕೆ 155 ರನ್ ಗಳಿಸಲಷ್ಟೇ ಶಕ್ತವಾಯಿತು. ಪಂಜಾಬ್ ಪರ ರಬಾಡ 3 ವಿಕೆಟ್ ಪಡೆದು ಮಿಂಚಿದರು. [658, 1036, 776, 1137]
hall-name-row [658, 914, 896, 927]
hall-movie-row [658, 849, 896, 862]
pvr-phone: ಮೊ.ನಂ: 8951357139 [711, 516, 795, 525]
vishwanath-body-col1: ಹುಣಸೂರು, ಮೇ 13(ಕೆ)- ಹುಣಸೂರು ಕುರುಬರ ಸಂಘ ಹಾಗೂ ವಿವಿಧ ಸಂಘಟನೆಗಳ ಆಶ್ರಯದಲ್ಲಿ ಮೇ 16ರಂದು ವಿಧಾನಪರಿಷತ್ ಸದಸ್ಯ ಹೆಚ್.ವಿಶ್ವನಾಥ್ ಅವರ 75ನೇ ಹುಟ್ಟುಹಬ್ಬ ಆಚರಣೆ ಹಾಗೂ ಅಭಿನಂದನಾ ಸಮಾರಂಭ ಏರ್ಪಡಿಸಲಾಗಿದೆ. ಕಾರ್ಯಕ್ರಮದಲ್ಲಿ ಅಭಿನಂದನಾ ಗ್ರಂಥ ಬಿಡುಗಡೆ, ಸನ್ಮಾನ, ಗೋಷ್ಠಿ ನಡೆಯಲಿದೆ. ಕಾರ್ಯಕ್ರಮದ ಉದ್ಘಾಟನೆಯನ್ನು ಮುಖ್ಯಮಂತ್ರಿ ನೆರವೇರಿಸಲಿದ್ದಾರೆ. ಕೇಂದ್ರ ಹಾಗೂ ರಾಜ್ಯದ ಸಚಿವರು ಭಾಗವಹಿಸಲಿದ್ದಾರೆ ಎಂದು ಸಂಘದ ಅಧ್ಯಕ್ಷರು ಪತ್ರಿಕಾಗೋಷ್ಠಿಯಲ್ಲಿ ತಿಳಿಸಿದರು. ತಾಲೂಕಿನ ಜನತೆ ಹೆಚ್ಚಿನ ಸಂಖ್ಯೆಯಲ್ಲಿ ಭಾಗವಹಿಸಿ ಯಶಸ್ವಿಗೊಳಿಸುವಂತೆ ಮನವಿ ಮಾಡಿದರು. ಗೋಷ್ಠಿಯಲ್ಲಿ ಪದಾಧಿಕಾರಿಗಳು, ಮುಖಂಡರು ಹಾಜರಿದ್ದರು. [50, 393, 165, 545]
hall-movie: ಸರ್ಕಾರು ವಾರಿ ಪಾಟ (ತೆ) [661, 928, 723, 937]
obituary-portrait [832, 1294, 896, 1372]
